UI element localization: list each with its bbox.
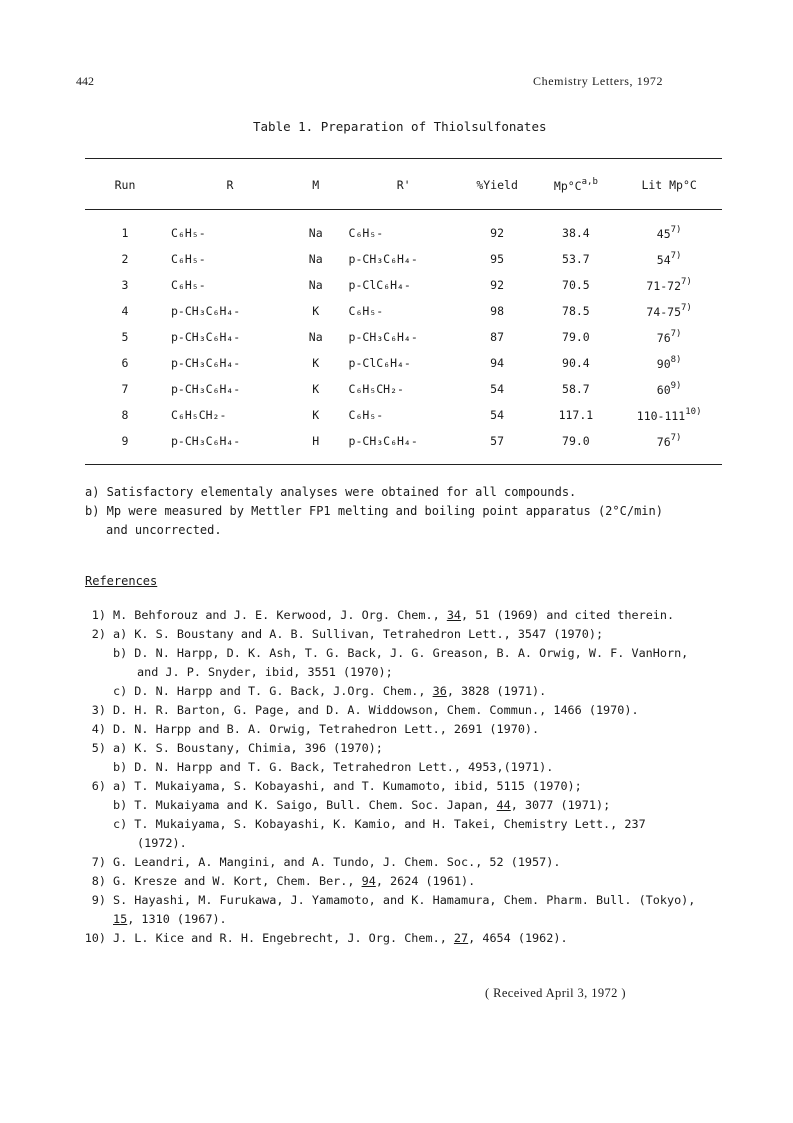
cell-run: 2 bbox=[121, 252, 129, 266]
cell-m: Na bbox=[308, 252, 323, 266]
cell-lit-mp bbox=[616, 376, 722, 402]
received-date: ( Received April 3, 1972 ) bbox=[485, 986, 626, 1000]
footnote-b-continued: and uncorrected. bbox=[106, 523, 222, 537]
cell-r: p-CH₃C₆H₄- bbox=[171, 330, 241, 344]
cell-run: 4 bbox=[121, 304, 129, 318]
cell-r-prime: C₆H₅CH₂- bbox=[348, 382, 404, 396]
cell-lit-mp-ref: 8) bbox=[670, 355, 682, 365]
cell-r: p-CH₃C₆H₄- bbox=[171, 382, 241, 396]
cell-lit-mp-value: 71-72 bbox=[646, 279, 682, 293]
cell-mp: 58.7 bbox=[562, 382, 590, 396]
cell-run: 8 bbox=[121, 408, 129, 422]
cell-r: p-CH₃C₆H₄- bbox=[171, 356, 241, 370]
reference-item: 5) a) K. S. Boustany, Chimia, 396 (1970); bbox=[78, 739, 695, 758]
cell-lit-mp bbox=[616, 350, 722, 376]
cell-r-prime: C₆H₅- bbox=[348, 408, 384, 422]
col-header-r-prime: R' bbox=[396, 178, 411, 192]
cell-m: H bbox=[312, 434, 320, 448]
cell-yield: 87 bbox=[490, 330, 505, 344]
cell-lit-mp-ref: 9) bbox=[670, 381, 682, 391]
table-row bbox=[85, 402, 722, 428]
cell-lit-mp-value: 54 bbox=[656, 253, 671, 267]
reference-item: 7) G. Leandri, A. Mangini, and A. Tundo, J. Chem. Soc., 52 (1957). bbox=[78, 853, 695, 872]
reference-item: 2) a) K. S. Boustany and A. B. Sullivan, Tetrahedron Lett., 3547 (1970); bbox=[78, 625, 695, 644]
reference-item: (1972). bbox=[137, 836, 187, 850]
cell-lit-mp bbox=[616, 246, 722, 272]
table-bottom-rule bbox=[85, 464, 722, 465]
table-row bbox=[85, 324, 722, 350]
references-heading: References bbox=[85, 574, 158, 588]
cell-run: 5 bbox=[121, 330, 129, 344]
cell-r-prime: p-CH₃C₆H₄- bbox=[348, 434, 418, 448]
reference-item: b) D. N. Harpp, D. K. Ash, T. G. Back, J. G. Greason, B. A. Orwig, W. F. VanHorn, bbox=[113, 646, 689, 660]
cell-r: C₆H₅CH₂- bbox=[171, 408, 227, 422]
table-row bbox=[85, 376, 722, 402]
reference-item: 4) D. N. Harpp and B. A. Orwig, Tetrahedron Lett., 2691 (1970). bbox=[78, 720, 695, 739]
table-caption: Table 1. Preparation of Thiolsulfonates bbox=[253, 119, 547, 134]
cell-lit-mp-value: 90 bbox=[656, 357, 671, 371]
cell-lit-mp bbox=[616, 220, 722, 246]
volume-number: 34 bbox=[446, 608, 462, 622]
col-header-mp bbox=[536, 168, 617, 202]
cell-m: K bbox=[312, 356, 320, 370]
cell-mp: 79.0 bbox=[562, 330, 590, 344]
cell-m: K bbox=[312, 304, 320, 318]
cell-run: 1 bbox=[121, 226, 129, 240]
cell-r-prime: C₆H₅- bbox=[348, 304, 384, 318]
cell-lit-mp-value: 74-75 bbox=[646, 305, 682, 319]
cell-mp: 78.5 bbox=[562, 304, 590, 318]
cell-r-prime: p-CH₃C₆H₄- bbox=[348, 252, 418, 266]
cell-lit-mp-value: 76 bbox=[656, 435, 671, 449]
reference-item: b) D. N. Harpp and T. G. Back, Tetrahedron Lett., 4953,(1971). bbox=[113, 760, 554, 774]
col-header-mp-text: Mp°C bbox=[553, 179, 582, 193]
volume-number: 15 bbox=[113, 912, 128, 926]
reference-number: 4) bbox=[91, 722, 106, 736]
reference-number: 5) bbox=[91, 741, 106, 755]
cell-lit-mp-ref: 7) bbox=[670, 225, 682, 235]
cell-r: p-CH₃C₆H₄- bbox=[171, 304, 241, 318]
col-header-run: Run bbox=[114, 178, 136, 192]
reference-number: 3) bbox=[91, 703, 106, 717]
reference-item: 1) M. Behforouz and J. E. Kerwood, J. Org. Chem., 34, 51 (1969) and cited therein. bbox=[78, 606, 695, 625]
cell-lit-mp-ref: 7) bbox=[670, 251, 682, 261]
cell-run: 7 bbox=[121, 382, 129, 396]
cell-mp: 38.4 bbox=[562, 226, 590, 240]
reference-item: 3) D. H. R. Barton, G. Page, and D. A. Widdowson, Chem. Commun., 1466 (1970). bbox=[78, 701, 695, 720]
table-row bbox=[85, 272, 722, 298]
cell-lit-mp-value: 76 bbox=[656, 331, 671, 345]
reference-item: b) T. Mukaiyama and K. Saigo, Bull. Chem. Soc. Japan, 44, 3077 (1971); bbox=[113, 798, 611, 812]
cell-yield: 92 bbox=[490, 226, 505, 240]
cell-yield: 54 bbox=[490, 408, 505, 422]
cell-r: C₆H₅- bbox=[171, 226, 206, 240]
col-header-mp-note: a,b bbox=[581, 177, 598, 187]
cell-yield: 95 bbox=[490, 252, 505, 266]
table-row bbox=[85, 428, 722, 454]
reference-item: 8) G. Kresze and W. Kort, Chem. Ber., 94, 2624 (1961). bbox=[78, 872, 695, 891]
cell-r: C₆H₅- bbox=[171, 278, 206, 292]
cell-r-prime: p-CH₃C₆H₄- bbox=[348, 330, 418, 344]
cell-lit-mp-ref: 7) bbox=[670, 329, 682, 339]
reference-number: 2) bbox=[91, 627, 106, 641]
col-header-r: R bbox=[226, 178, 234, 192]
cell-r-prime: p-ClC₆H₄- bbox=[348, 278, 411, 292]
table-row bbox=[85, 350, 722, 376]
reference-item: c) D. N. Harpp and T. G. Back, J.Org. Chem., 36, 3828 (1971). bbox=[113, 684, 547, 698]
cell-lit-mp-value: 110-111 bbox=[636, 409, 686, 423]
cell-lit-mp-value: 60 bbox=[656, 383, 671, 397]
reference-item: c) T. Mukaiyama, S. Kobayashi, K. Kamio, and H. Takei, Chemistry Lett., 237 bbox=[113, 817, 646, 831]
reference-item: 9) S. Hayashi, M. Furukawa, J. Yamamoto, and K. Hamamura, Chem. Pharm. Bull. (Tokyo), bbox=[78, 891, 695, 910]
reference-number: 8) bbox=[91, 874, 106, 888]
table-row bbox=[85, 298, 722, 324]
cell-yield: 92 bbox=[490, 278, 505, 292]
reference-number: 9) bbox=[91, 893, 106, 907]
references-list bbox=[78, 606, 695, 948]
table-header-row bbox=[85, 168, 722, 202]
reference-number: 6) bbox=[91, 779, 106, 793]
cell-r-prime: C₆H₅- bbox=[348, 226, 384, 240]
cell-lit-mp-ref: 7) bbox=[670, 433, 682, 443]
col-header-lit-mp: Lit Mp°C bbox=[641, 178, 697, 192]
cell-run: 9 bbox=[121, 434, 129, 448]
table-top-rule bbox=[85, 158, 722, 159]
page-number: 442 bbox=[76, 74, 94, 88]
cell-mp: 90.4 bbox=[562, 356, 590, 370]
cell-lit-mp-ref: 7) bbox=[681, 303, 692, 313]
reference-item: 6) a) T. Mukaiyama, S. Kobayashi, and T. Kumamoto, ibid, 5115 (1970); bbox=[78, 777, 695, 796]
cell-run: 3 bbox=[121, 278, 129, 292]
cell-m: Na bbox=[308, 330, 323, 344]
cell-yield: 94 bbox=[490, 356, 505, 370]
col-header-yield: %Yield bbox=[476, 178, 518, 192]
cell-yield: 98 bbox=[490, 304, 505, 318]
cell-m: Na bbox=[308, 278, 323, 292]
reference-item: 15, 1310 (1967). bbox=[113, 912, 227, 926]
volume-number: 44 bbox=[496, 798, 511, 812]
cell-lit-mp-value: 45 bbox=[656, 227, 671, 241]
cell-mp: 117.1 bbox=[558, 408, 594, 422]
reference-item: and J. P. Snyder, ibid, 3551 (1970); bbox=[137, 665, 393, 679]
cell-mp: 70.5 bbox=[562, 278, 590, 292]
cell-yield: 57 bbox=[490, 434, 505, 448]
cell-run: 6 bbox=[121, 356, 129, 370]
reference-item: 10) J. L. Kice and R. H. Engebrecht, J. Org. Chem., 27, 4654 (1962). bbox=[78, 929, 695, 948]
reference-number: 7) bbox=[91, 855, 106, 869]
cell-lit-mp bbox=[616, 324, 722, 350]
cell-yield: 54 bbox=[490, 382, 505, 396]
volume-number: 27 bbox=[453, 931, 469, 945]
thiolsulfonates-table bbox=[85, 168, 722, 454]
cell-r: C₆H₅- bbox=[171, 252, 206, 266]
col-header-m: M bbox=[312, 178, 320, 192]
cell-m: K bbox=[312, 382, 320, 396]
cell-lit-mp bbox=[616, 428, 722, 454]
cell-mp: 53.7 bbox=[562, 252, 590, 266]
volume-number: 36 bbox=[432, 684, 447, 698]
cell-lit-mp bbox=[616, 298, 722, 324]
footnote-b: b) Mp were measured by Mettler FP1 melting and boiling point apparatus (2°C/min) bbox=[85, 504, 663, 518]
volume-number: 94 bbox=[361, 874, 376, 888]
cell-m: K bbox=[312, 408, 320, 422]
reference-number: 1) bbox=[91, 608, 106, 622]
cell-m: Na bbox=[308, 226, 323, 240]
cell-lit-mp bbox=[616, 272, 722, 298]
journal-title: Chemistry Letters, 1972 bbox=[533, 74, 664, 88]
table-row bbox=[85, 246, 722, 272]
reference-number: 10) bbox=[84, 931, 106, 945]
cell-r: p-CH₃C₆H₄- bbox=[171, 434, 241, 448]
table-row bbox=[85, 220, 722, 246]
cell-lit-mp-ref: 7) bbox=[681, 277, 692, 287]
cell-lit-mp-ref: 10) bbox=[685, 407, 702, 417]
cell-mp: 79.0 bbox=[562, 434, 590, 448]
cell-r-prime: p-ClC₆H₄- bbox=[348, 356, 411, 370]
footnote-a: a) Satisfactory elementaly analyses were obtained for all compounds. bbox=[85, 485, 577, 499]
cell-lit-mp bbox=[616, 402, 722, 428]
